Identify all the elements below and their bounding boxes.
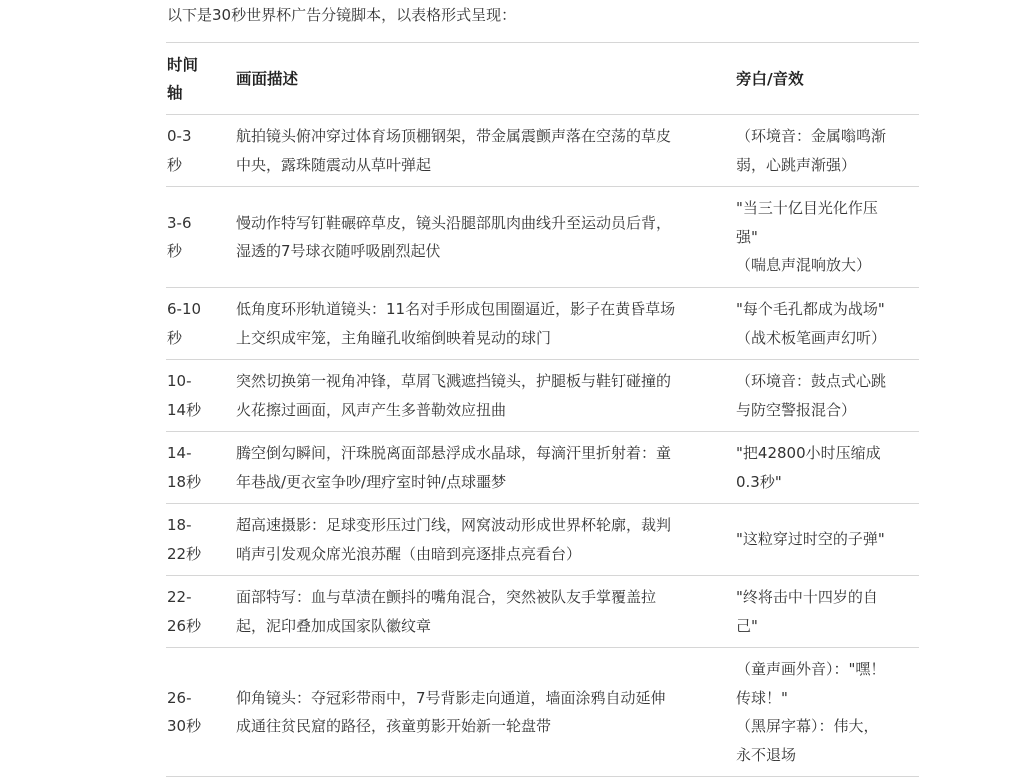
time-cell-line: 26秒 [167,616,202,635]
narration-cell [724,576,919,648]
narration-cell-line: （环境音：鼓点式心跳 [736,372,887,390]
table-row [166,360,919,432]
description-cell [224,360,724,432]
time-cell-line: 18- [167,516,192,534]
storyboard-table [166,42,919,777]
time-cell [166,187,224,288]
narration-cell-line: "终将击中十四岁的自 [736,588,878,606]
header-time-line: 时间 [167,55,199,74]
time-cell [166,115,224,187]
time-cell-line: 秒 [167,328,183,347]
time-cell [166,504,224,576]
time-cell-line: 18秒 [167,472,202,491]
time-cell-line: 3-6 [167,213,192,232]
description-cell-line: 面部特写：血与草渍在颤抖的嘴角混合，突然被队友手掌覆盖拉 [236,588,657,606]
narration-cell [724,648,919,777]
header-description: 画面描述 [224,43,724,115]
description-cell-line: 火花擦过画面，风声产生多普勒效应扭曲 [236,400,507,419]
description-cell [224,288,724,360]
narration-cell-line: "当三十亿目光化作压 [736,199,878,218]
narration-cell-line: （黑屏字幕）：伟大， [736,717,879,735]
description-cell-line: 航拍镜头俯冲穿过体育场顶棚钢架，带金属震颤声落在空荡的草皮 [236,127,672,145]
header-time [166,43,224,115]
description-cell-line: 仰角镜头：夺冠彩带雨中，7号背影走向通道，墙面涂鸦自动延伸 [236,688,666,707]
description-cell-line: 低角度环形轨道镜头：11名对手形成包围圈逼近，影子在黄昏草场 [236,300,676,318]
narration-cell-line: （喘息声混响放大） [736,256,872,275]
table-header-row [166,43,919,115]
table-row [166,432,919,504]
narration-cell-line: 传球！" [736,688,788,707]
time-cell-line: 秒 [167,155,183,174]
description-cell-line: 中央，露珠随震动从草叶弹起 [236,155,432,174]
description-cell [224,504,724,576]
time-cell [166,576,224,648]
description-cell-line: 年巷战/更衣室争吵/理疗室时钟/点球噩梦 [236,472,507,491]
narration-cell-line: （童声画外音）："嘿！ [736,660,886,678]
time-cell-line: 0-3 [167,127,192,145]
storyboard-table-container [166,42,919,777]
description-cell [224,187,724,288]
description-cell-line: 湿透的7号球衣随呼吸剧烈起伏 [236,242,441,260]
time-cell-line: 30秒 [167,717,202,735]
narration-cell-line: "把42800小时压缩成 [736,444,881,462]
table-row [166,504,919,576]
time-cell-line: 6-10 [167,300,202,318]
description-cell [224,576,724,648]
description-cell-line: 成通往贫民窟的路径，孩童剪影开始新一轮盘带 [236,717,552,735]
narration-cell [724,504,919,576]
narration-cell-line: 强" [736,227,758,246]
time-cell-line: 10- [167,372,192,390]
narration-cell [724,187,919,288]
time-cell [166,360,224,432]
narration-cell-line: （战术板笔画声幻听） [736,328,887,347]
narration-cell [724,115,919,187]
header-time-line: 轴 [167,83,183,102]
time-cell-line: 22秒 [167,544,202,563]
description-cell-line: 腾空倒勾瞬间，汗珠脱离面部悬浮成水晶球，每滴汗里折射着：童 [236,444,672,462]
narration-cell-line: 弱，心跳声渐强） [736,155,857,174]
table-row [166,115,919,187]
table-row [166,648,919,777]
table-row [166,187,919,288]
intro-text: 以下是30秒世界杯广告分镜脚本，以表格形式呈现： [167,6,517,24]
narration-cell-line: 永不退场 [736,745,797,764]
narration-cell-line: "这粒穿过时空的子弹" [736,530,885,549]
narration-cell [724,432,919,504]
narration-cell-line: "每个毛孔都成为战场" [736,300,885,318]
description-cell-line: 起，泥印叠加成国家队徽纹章 [236,616,432,635]
description-cell-line: 突然切换第一视角冲锋，草屑飞溅遮挡镜头，护腿板与鞋钉碰撞的 [236,372,672,390]
table-row [166,288,919,360]
time-cell-line: 秒 [167,242,183,260]
description-cell-line: 慢动作特写钉鞋碾碎草皮，镜头沿腿部肌肉曲线升至运动员后背， [236,213,672,232]
narration-cell-line: 与防空警报混合） [736,400,857,419]
description-cell [224,115,724,187]
narration-cell-line: 0.3秒" [736,472,782,491]
time-cell-line: 14- [167,444,192,462]
time-cell-line: 14秒 [167,400,202,419]
time-cell [166,648,224,777]
time-cell [166,432,224,504]
header-narration: 旁白/音效 [724,43,919,115]
description-cell [224,432,724,504]
table-row [166,576,919,648]
description-cell [224,648,724,777]
time-cell-line: 22- [167,588,192,606]
description-cell-line: 哨声引发观众席光浪苏醒（由暗到亮逐排点亮看台） [236,544,582,563]
narration-cell-line: （环境音：金属嗡鸣渐 [736,127,887,145]
narration-cell-line: 己" [736,616,758,635]
time-cell [166,288,224,360]
description-cell-line: 超高速摄影：足球变形压过门线，网窝波动形成世界杯轮廓，裁判 [236,516,672,534]
time-cell-line: 26- [167,688,192,707]
narration-cell [724,360,919,432]
description-cell-line: 上交织成牢笼，主角瞳孔收缩倒映着晃动的球门 [236,328,552,347]
narration-cell [724,288,919,360]
